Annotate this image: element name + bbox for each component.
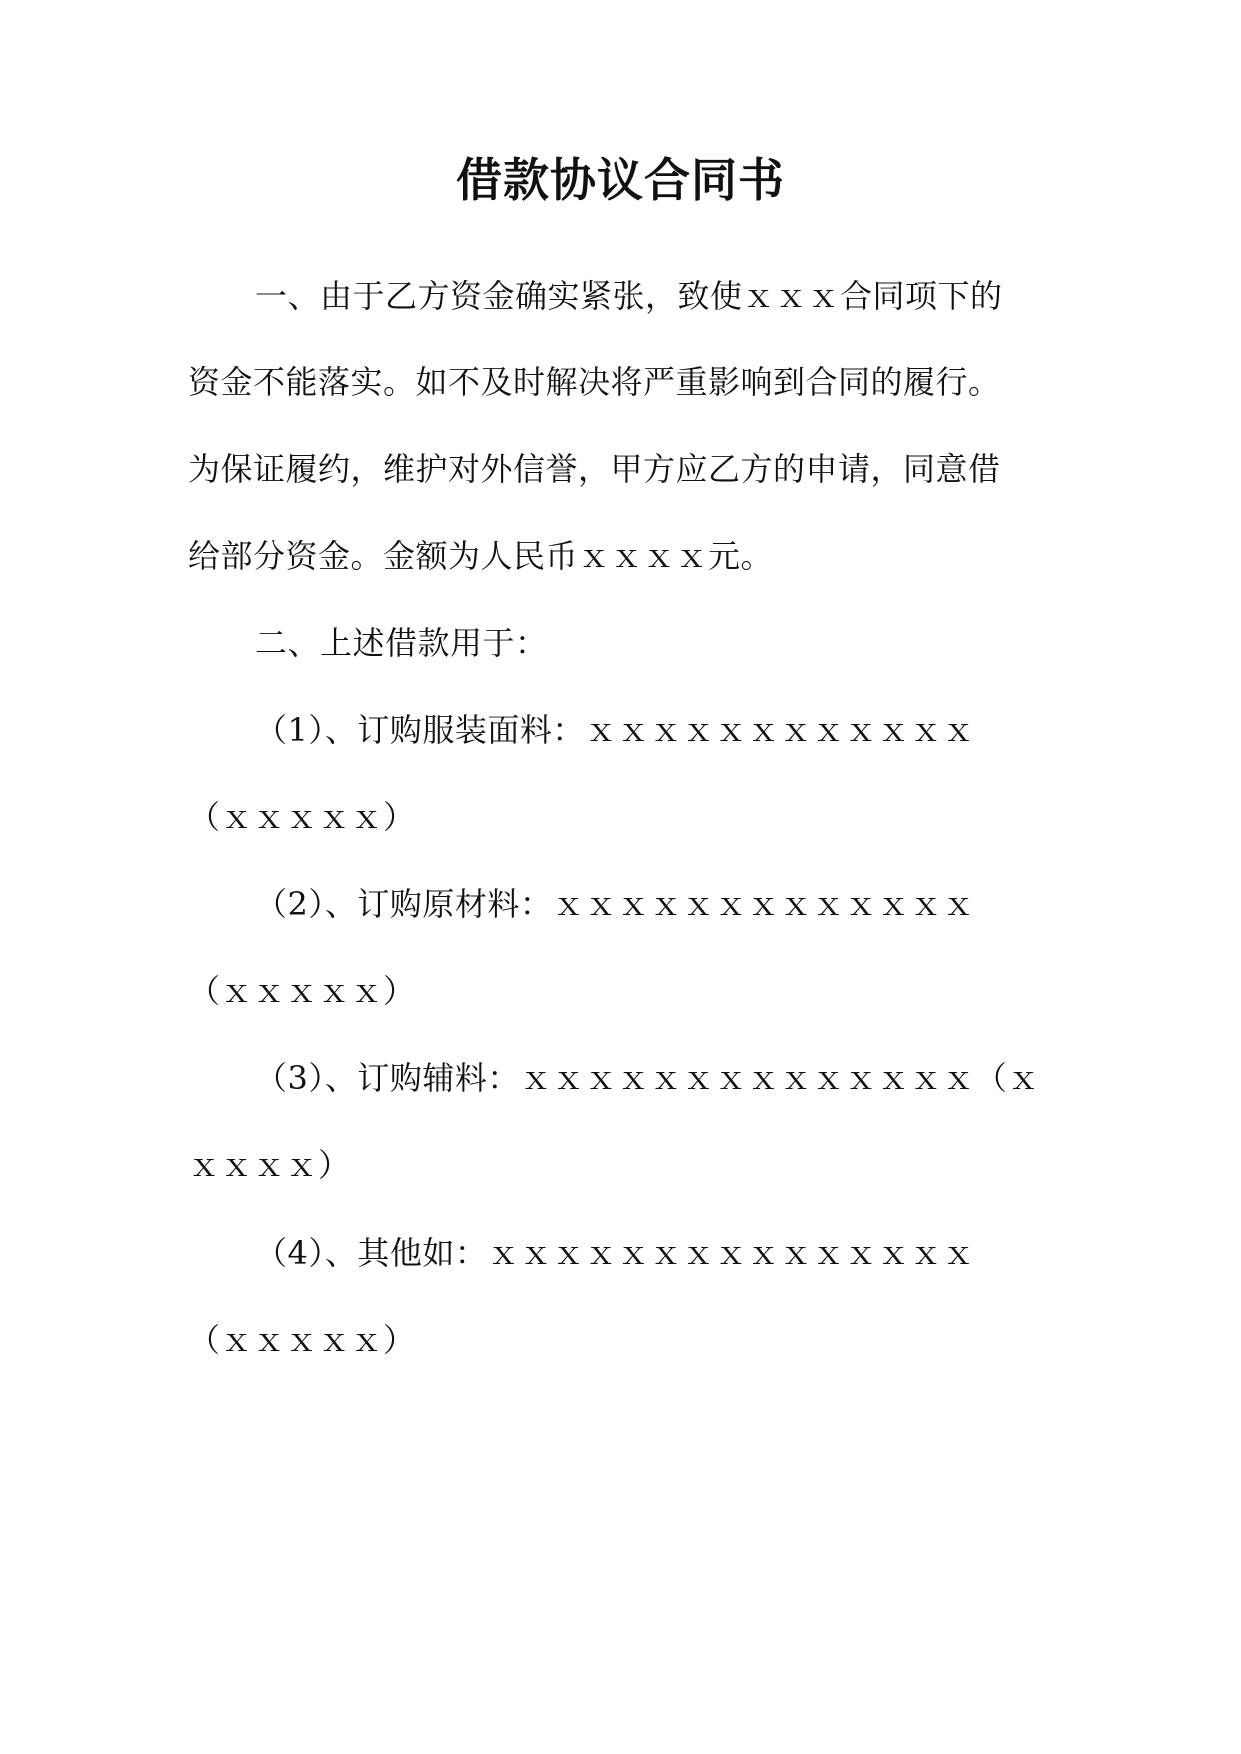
list-item: （1）、订购服装面料：ｘｘｘｘｘｘｘｘｘｘｘｘ xyxy=(255,711,975,749)
list-item-continuation: （ｘｘｘｘｘ） xyxy=(188,798,416,836)
list-item: （3）、订购辅料：ｘｘｘｘｘｘｘｘｘｘｘｘｘｘ（ｘ xyxy=(255,1059,1040,1097)
paragraph-line: 资金不能落实。如不及时解决将严重影响到合同的履行。 xyxy=(188,363,1001,401)
paragraph-line: 一、由于乙方资金确实紧张，致使ｘｘｘ合同项下的 xyxy=(255,277,1003,315)
list-item-continuation: （ｘｘｘｘｘ） xyxy=(188,1321,416,1359)
document-title: 借款协议合同书 xyxy=(456,153,785,207)
section-heading: 二、上述借款用于： xyxy=(255,624,548,662)
list-item: （4）、其他如：ｘｘｘｘｘｘｘｘｘｘｘｘｘｘｘ xyxy=(255,1234,975,1272)
list-item-continuation: ｘｘｘｘ） xyxy=(188,1146,351,1184)
paragraph-line: 为保证履约，维护对外信誉，甲方应乙方的申请，同意借 xyxy=(188,450,1001,488)
list-item-continuation: （ｘｘｘｘｘ） xyxy=(188,972,416,1010)
list-item: （2）、订购原材料：ｘｘｘｘｘｘｘｘｘｘｘｘｘ xyxy=(255,885,975,923)
paragraph-line: 给部分资金。金额为人民币ｘｘｘｘ元。 xyxy=(188,537,774,575)
